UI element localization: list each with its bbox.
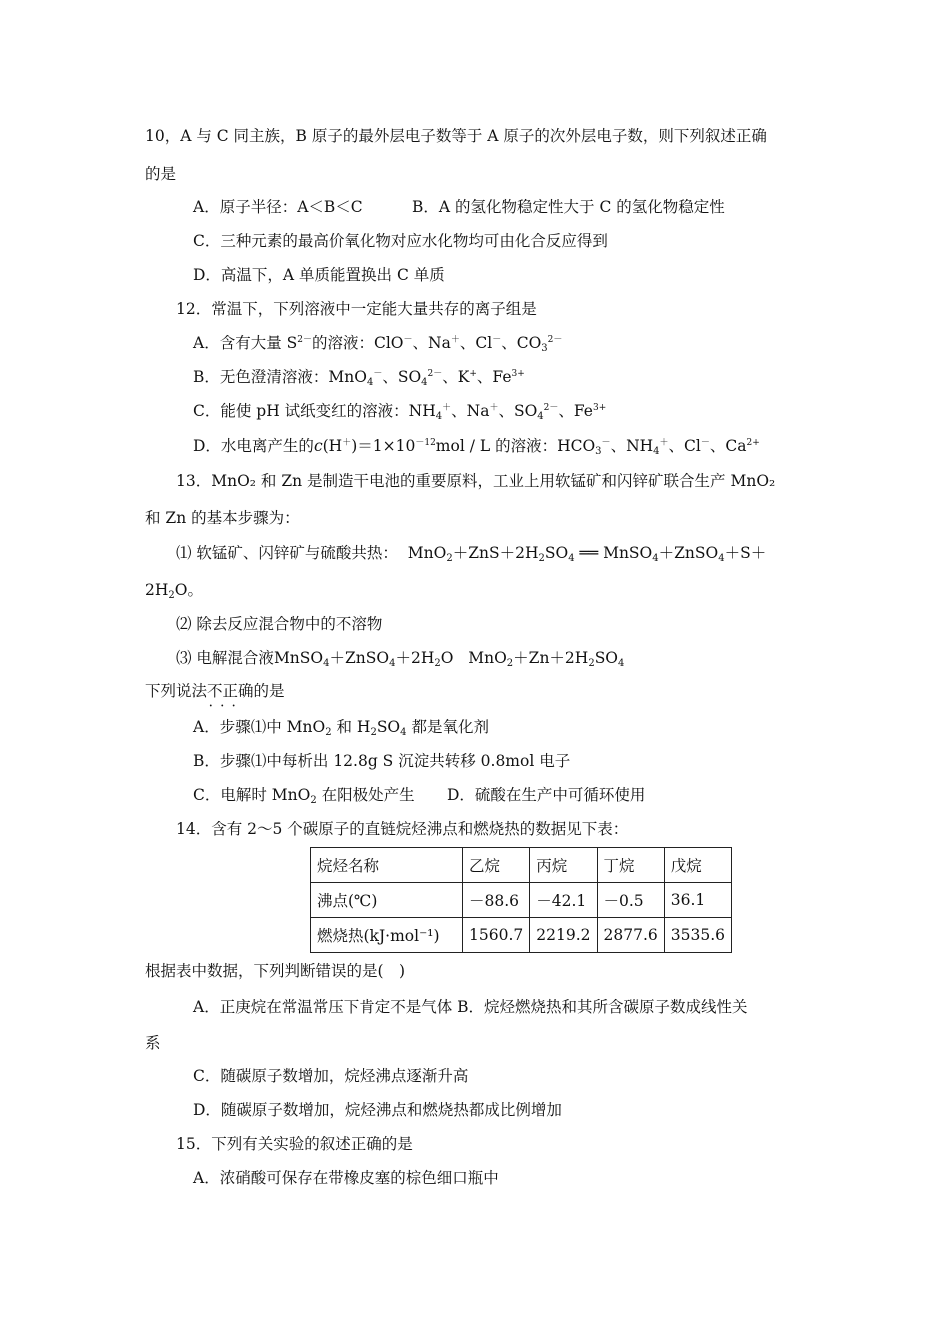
q14-question: 根据表中数据，下列判断错误的是( ) bbox=[145, 962, 406, 980]
emphasis-marks: 不正确 • • • bbox=[207, 681, 254, 701]
table-cell: 1560.7 bbox=[463, 918, 530, 953]
q15-stem: 15．下列有关实验的叙述正确的是 bbox=[176, 1135, 413, 1153]
table-cell: 丁烷 bbox=[597, 848, 664, 883]
q13-option-a: A．步骤⑴中 MnO$_2$ 和 $H_2SO_4$ 都是氧化剂 bbox=[193, 718, 489, 738]
q10-stem-line1: 10，A 与 C 同主族，B 原子的最外层电子数等于 A 原子的次外层电子数，则下列叙述正确 bbox=[145, 127, 767, 145]
q10-option-a: A．原子半径：A＜B＜C bbox=[193, 198, 363, 216]
table-cell: 36.1 bbox=[664, 883, 731, 918]
alkane-data-table bbox=[310, 847, 732, 953]
q10-stem-line2: 的是 bbox=[145, 165, 177, 183]
q13-step2: ⑵ 除去反应混合物中的不溶物 bbox=[176, 615, 383, 633]
table-row bbox=[311, 918, 732, 953]
q10-option-d: D．高温下，A 单质能置换出 C 单质 bbox=[193, 266, 445, 284]
q10-option-b: B．A 的氢化物稳定性大于 C 的氢化物稳定性 bbox=[412, 198, 725, 216]
table-cell: 3535.6 bbox=[664, 918, 731, 953]
table-cell: 燃烧热(kJ·mol⁻¹) bbox=[311, 918, 463, 953]
q13-option-b: B．步骤⑴中每析出 12.8g S 沉淀共转移 0.8mol 电子 bbox=[193, 752, 571, 770]
q14-option-c: C．随碳原子数增加，烷烃沸点逐渐升高 bbox=[193, 1067, 469, 1085]
table-cell: －88.6 bbox=[463, 883, 530, 918]
q10-option-c: C．三种元素的最高价氧化物对应水化物均可由化合反应得到 bbox=[193, 232, 608, 250]
q13-option-d: D．硫酸在生产中可循环使用 bbox=[447, 786, 646, 804]
table-cell: 戊烷 bbox=[664, 848, 731, 883]
table-header-row bbox=[311, 848, 732, 883]
q12-option-a: A．含有大量 $S^{2-}$的溶液：ClO－、Na＋、Cl－、$CO_3^{2-}$ bbox=[193, 334, 563, 354]
table-cell: 乙烷 bbox=[463, 848, 530, 883]
table-cell: －0.5 bbox=[597, 883, 664, 918]
q13-step1: ⑴ 软锰矿、闪锌矿与硫酸共热： $MnO_2+ZnS+2H_2SO_4$ ══ MnSO$_4$＋ZnSO$_4$＋S＋ bbox=[176, 544, 767, 564]
q12-option-d: D．水电离产生的$c(H^+)=1\times 10^{-12}mol / L$ 的溶液：$HCO_3^-$、$NH_4^+$、Cl－、$Ca^{2+}$ bbox=[193, 437, 760, 457]
q14-stem: 14．含有 2～5 个碳原子的直链烷烃沸点和燃烧热的数据见下表： bbox=[176, 820, 629, 838]
q13-stem-line1: 13．MnO₂ 和 Zn 是制造干电池的重要原料，工业上用软锰矿和闪锌矿联合生产 MnO₂ bbox=[176, 472, 776, 490]
table-cell: －42.1 bbox=[530, 883, 597, 918]
table-cell: 丙烷 bbox=[530, 848, 597, 883]
q13-question: 下列说法不正确 • • •的是 bbox=[145, 681, 285, 701]
q12-stem: 12．常温下，下列溶液中一定能大量共存的离子组是 bbox=[176, 300, 537, 318]
q13-step3: ⑶ 电解混合液$MnSO_4+ZnSO_4+2H_2O$ $MnO_2+Zn+2H_2SO_4$ bbox=[176, 649, 625, 669]
table-cell: 2877.6 bbox=[597, 918, 664, 953]
q12-option-b: B．无色澄清溶液：MnO$_4$－、$SO_4^{2-}$、K+、$Fe^{3+}$ bbox=[193, 368, 525, 388]
q14-option-d: D．随碳原子数增加，烷烃沸点和燃烧热都成比例增加 bbox=[193, 1101, 562, 1119]
table-row bbox=[311, 883, 732, 918]
table-cell: 2219.2 bbox=[530, 918, 597, 953]
q14-option-a-cont: 系 bbox=[145, 1034, 161, 1052]
table-cell: 沸点(℃) bbox=[311, 883, 463, 918]
q15-option-a: A．浓硝酸可保存在带橡皮塞的棕色细口瓶中 bbox=[193, 1169, 499, 1187]
q12-option-c: C．能使 pH 试纸变红的溶液：$NH_4^+$、Na＋、$SO_4^{2-}$、$Fe^{3+}$ bbox=[193, 402, 607, 422]
table-cell: 烷烃名称 bbox=[311, 848, 463, 883]
q13-stem-line2: 和 Zn 的基本步骤为： bbox=[145, 509, 300, 527]
q13-option-c: C．电解时 MnO$_2$ 在阳极处产生 bbox=[193, 786, 415, 806]
q14-option-a: A．正庚烷在常温常压下肯定不是气体 B．烷烃燃烧热和其所含碳原子数成线性关 bbox=[193, 998, 748, 1016]
q13-step1-cont: $2H_2O$。 bbox=[145, 581, 203, 601]
